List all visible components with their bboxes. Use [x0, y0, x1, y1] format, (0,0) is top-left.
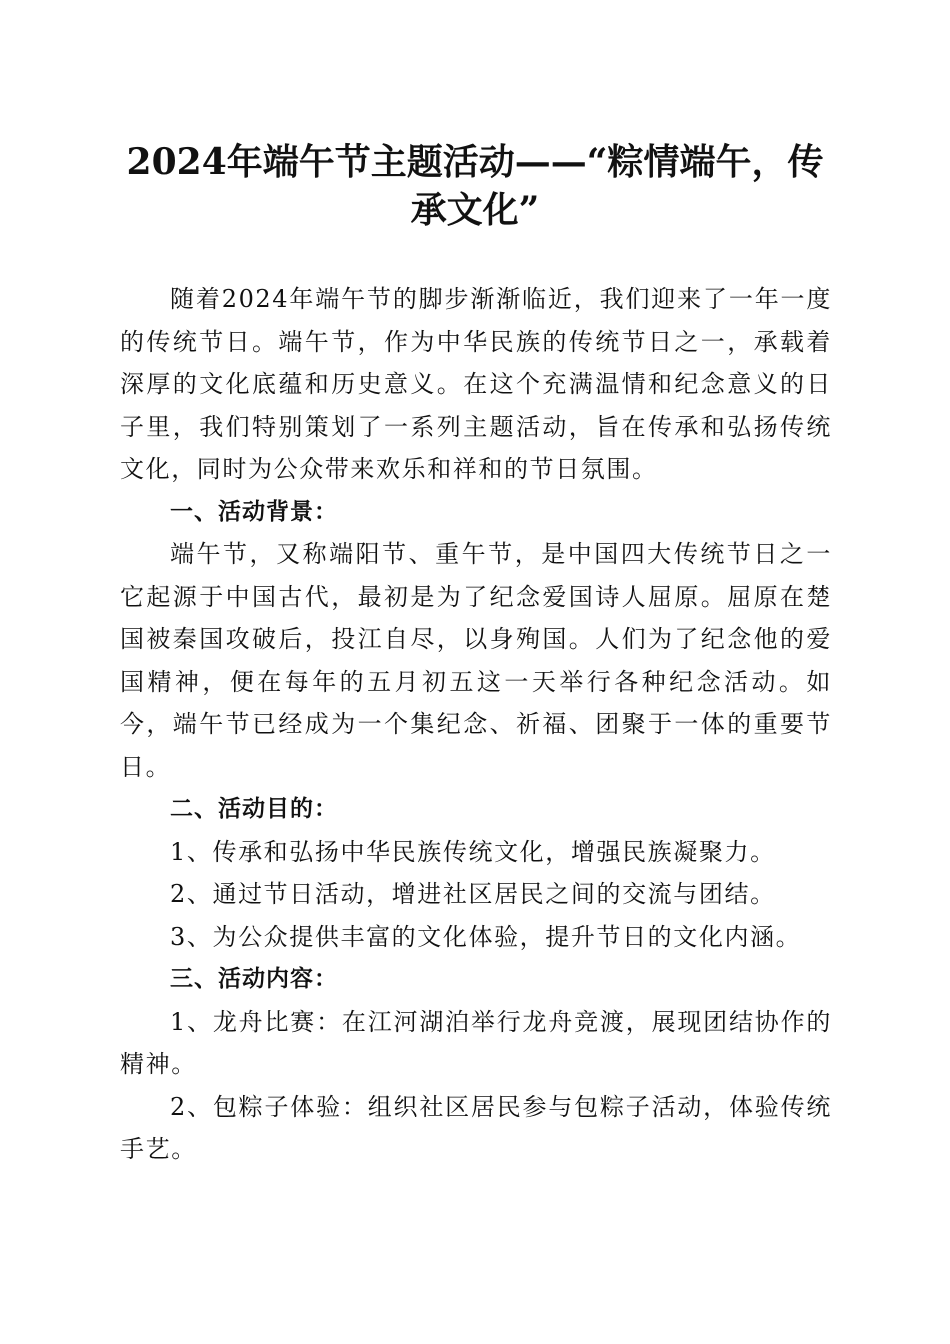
section-heading-purpose: 二、活动目的： [170, 796, 338, 822]
purpose-item: 1、传承和弘扬中华民族传统文化，增强民族凝聚力。 [170, 837, 776, 866]
document-body [120, 278, 832, 1171]
section-heading-background: 一、活动背景： [170, 498, 338, 525]
intro-paragraph: 随着2024年端午节的脚步渐渐临近，我们迎来了一年一度的传统节日。端午节，作为中华民族的传统节日之一，承载着深厚的文化底蕴和历史意义。在这个充满温情和纪念意义的日子里，我们特别策划了一系列主题活动，旨在传承和弘扬传统文化，同时为公众带来欢乐和祥和的节日氛围。 [120, 285, 832, 483]
background-paragraph: 端午节，又称端阳节、重午节，是中国四大传统节日之一它起源于中国古代，最初是为了纪念爱国诗人屈原。屈原在楚国被秦国攻破后，投江自尽，以身殉国。人们为了纪念他的爱国精神，便在每年的五月初五这一天举行各种纪念活动。如今，端午节已经成为一个集纪念、祈福、团聚于一体的重要节日。 [120, 540, 832, 781]
section-heading-content: 三、活动内容： [170, 966, 338, 992]
content-item: 1、龙舟比赛：在江河湖泊举行龙舟竞渡，展现团结协作的精神。 [120, 1007, 832, 1078]
purpose-item: 3、为公众提供丰富的文化体验，提升节日的文化内涵。 [170, 922, 802, 951]
content-item: 2、包粽子体验：组织社区居民参与包粽子活动，体验传统手艺。 [120, 1092, 832, 1163]
document-title: 2024年端午节主题活动——“粽情端午，传承文化” [126, 141, 824, 231]
purpose-item: 2、通过节日活动，增进社区居民之间的交流与团结。 [170, 880, 776, 908]
